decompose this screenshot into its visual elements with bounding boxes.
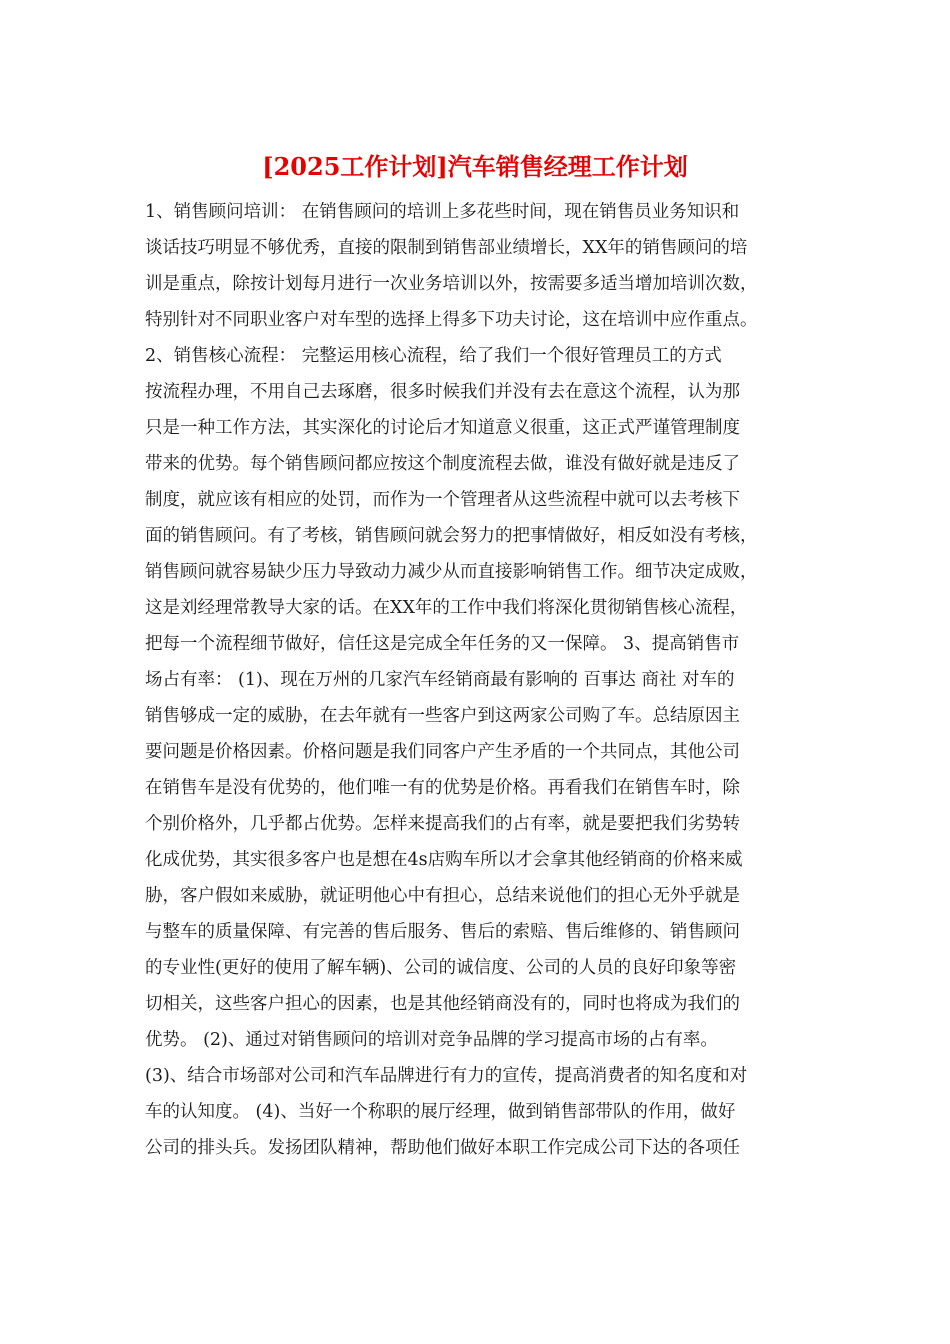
body-line: 要问题是价格因素。价格问题是我们同客户产生矛盾的一个共同点，其他公司 [145,742,740,762]
body-line: 车的认知度。 (4)、当好一个称职的展厅经理，做到销售部带队的作用，做好 [145,1102,736,1122]
document-title: [2025工作计划]汽车销售经理工作计划 [262,152,688,181]
body-line: (3)、结合市场部对公司和汽车品牌进行有力的宣传，提高消费者的知名度和对 [145,1066,748,1086]
body-line: 的专业性(更好的使用了解车辆)、公司的诚信度、公司的人员的良好印象等密 [145,958,737,978]
body-line: 胁，客户假如来威胁，就证明他心中有担心，总结来说他们的担心无外乎就是 [145,886,740,906]
body-line: 场占有率： (1)、现在万州的几家汽车经销商最有影响的 百事达 商社 对车的 [145,670,735,690]
body-line: 谈话技巧明显不够优秀，直接的限制到销售部业绩增长，XX年的销售顾问的培 [145,238,748,258]
body-line: 销售顾问就容易缺少压力导致动力减少从而直接影响销售工作。细节决定成败， [145,562,758,582]
body-line: 把每一个流程细节做好，信任这是完成全年任务的又一保障。 3、提高销售市 [145,634,740,654]
body-line: 带来的优势。每个销售顾问都应按这个制度流程去做，谁没有做好就是违反了 [145,454,740,474]
body-line: 特别针对不同职业客户对车型的选择上得多下功夫讨论，这在培训中应作重点。 [145,310,758,330]
body-line: 公司的排头兵。发扬团队精神，帮助他们做好本职工作完成公司下达的各项任 [145,1138,740,1158]
body-line: 化成优势，其实很多客户也是想在4s店购车所以才会拿其他经销商的价格来威 [145,850,743,870]
body-line: 在销售车是没有优势的，他们唯一有的优势是价格。再看我们在销售车时，除 [145,778,740,798]
body-line: 销售够成一定的威胁，在去年就有一些客户到这两家公司购了车。总结原因主 [145,706,740,726]
body-line: 制度，就应该有相应的处罚，而作为一个管理者从这些流程中就可以去考核下 [145,490,740,510]
body-line: 个别价格外，几乎都占优势。怎样来提高我们的占有率，就是要把我们劣势转 [145,814,740,834]
body-line: 这是刘经理常教导大家的话。在XX年的工作中我们将深化贯彻销售核心流程， [145,598,748,618]
body-line: 2、销售核心流程： 完整运用核心流程，给了我们一个很好管理员工的方式 [145,346,722,366]
body-line: 切相关，这些客户担心的因素，也是其他经销商没有的，同时也将成为我们的 [145,994,740,1014]
body-line: 只是一种工作方法，其实深化的讨论后才知道意义很重，这正式严谨管理制度 [145,418,740,438]
body-line: 优势。 (2)、通过对销售顾问的培训对竞争品牌的学习提高市场的占有率。 [145,1030,718,1050]
body-line: 1、销售顾问培训： 在销售顾问的培训上多花些时间，现在销售员业务知识和 [145,202,740,222]
body-line: 面的销售顾问。有了考核，销售顾问就会努力的把事情做好，相反如没有考核， [145,526,758,546]
body-line: 与整车的质量保障、有完善的售后服务、售后的索赔、售后维修的、销售顾问 [145,922,740,942]
body-line: 按流程办理，不用自己去琢磨，很多时候我们并没有去在意这个流程，认为那 [145,382,740,402]
body-line: 训是重点，除按计划每月进行一次业务培训以外，按需要多适当增加培训次数， [145,274,758,294]
